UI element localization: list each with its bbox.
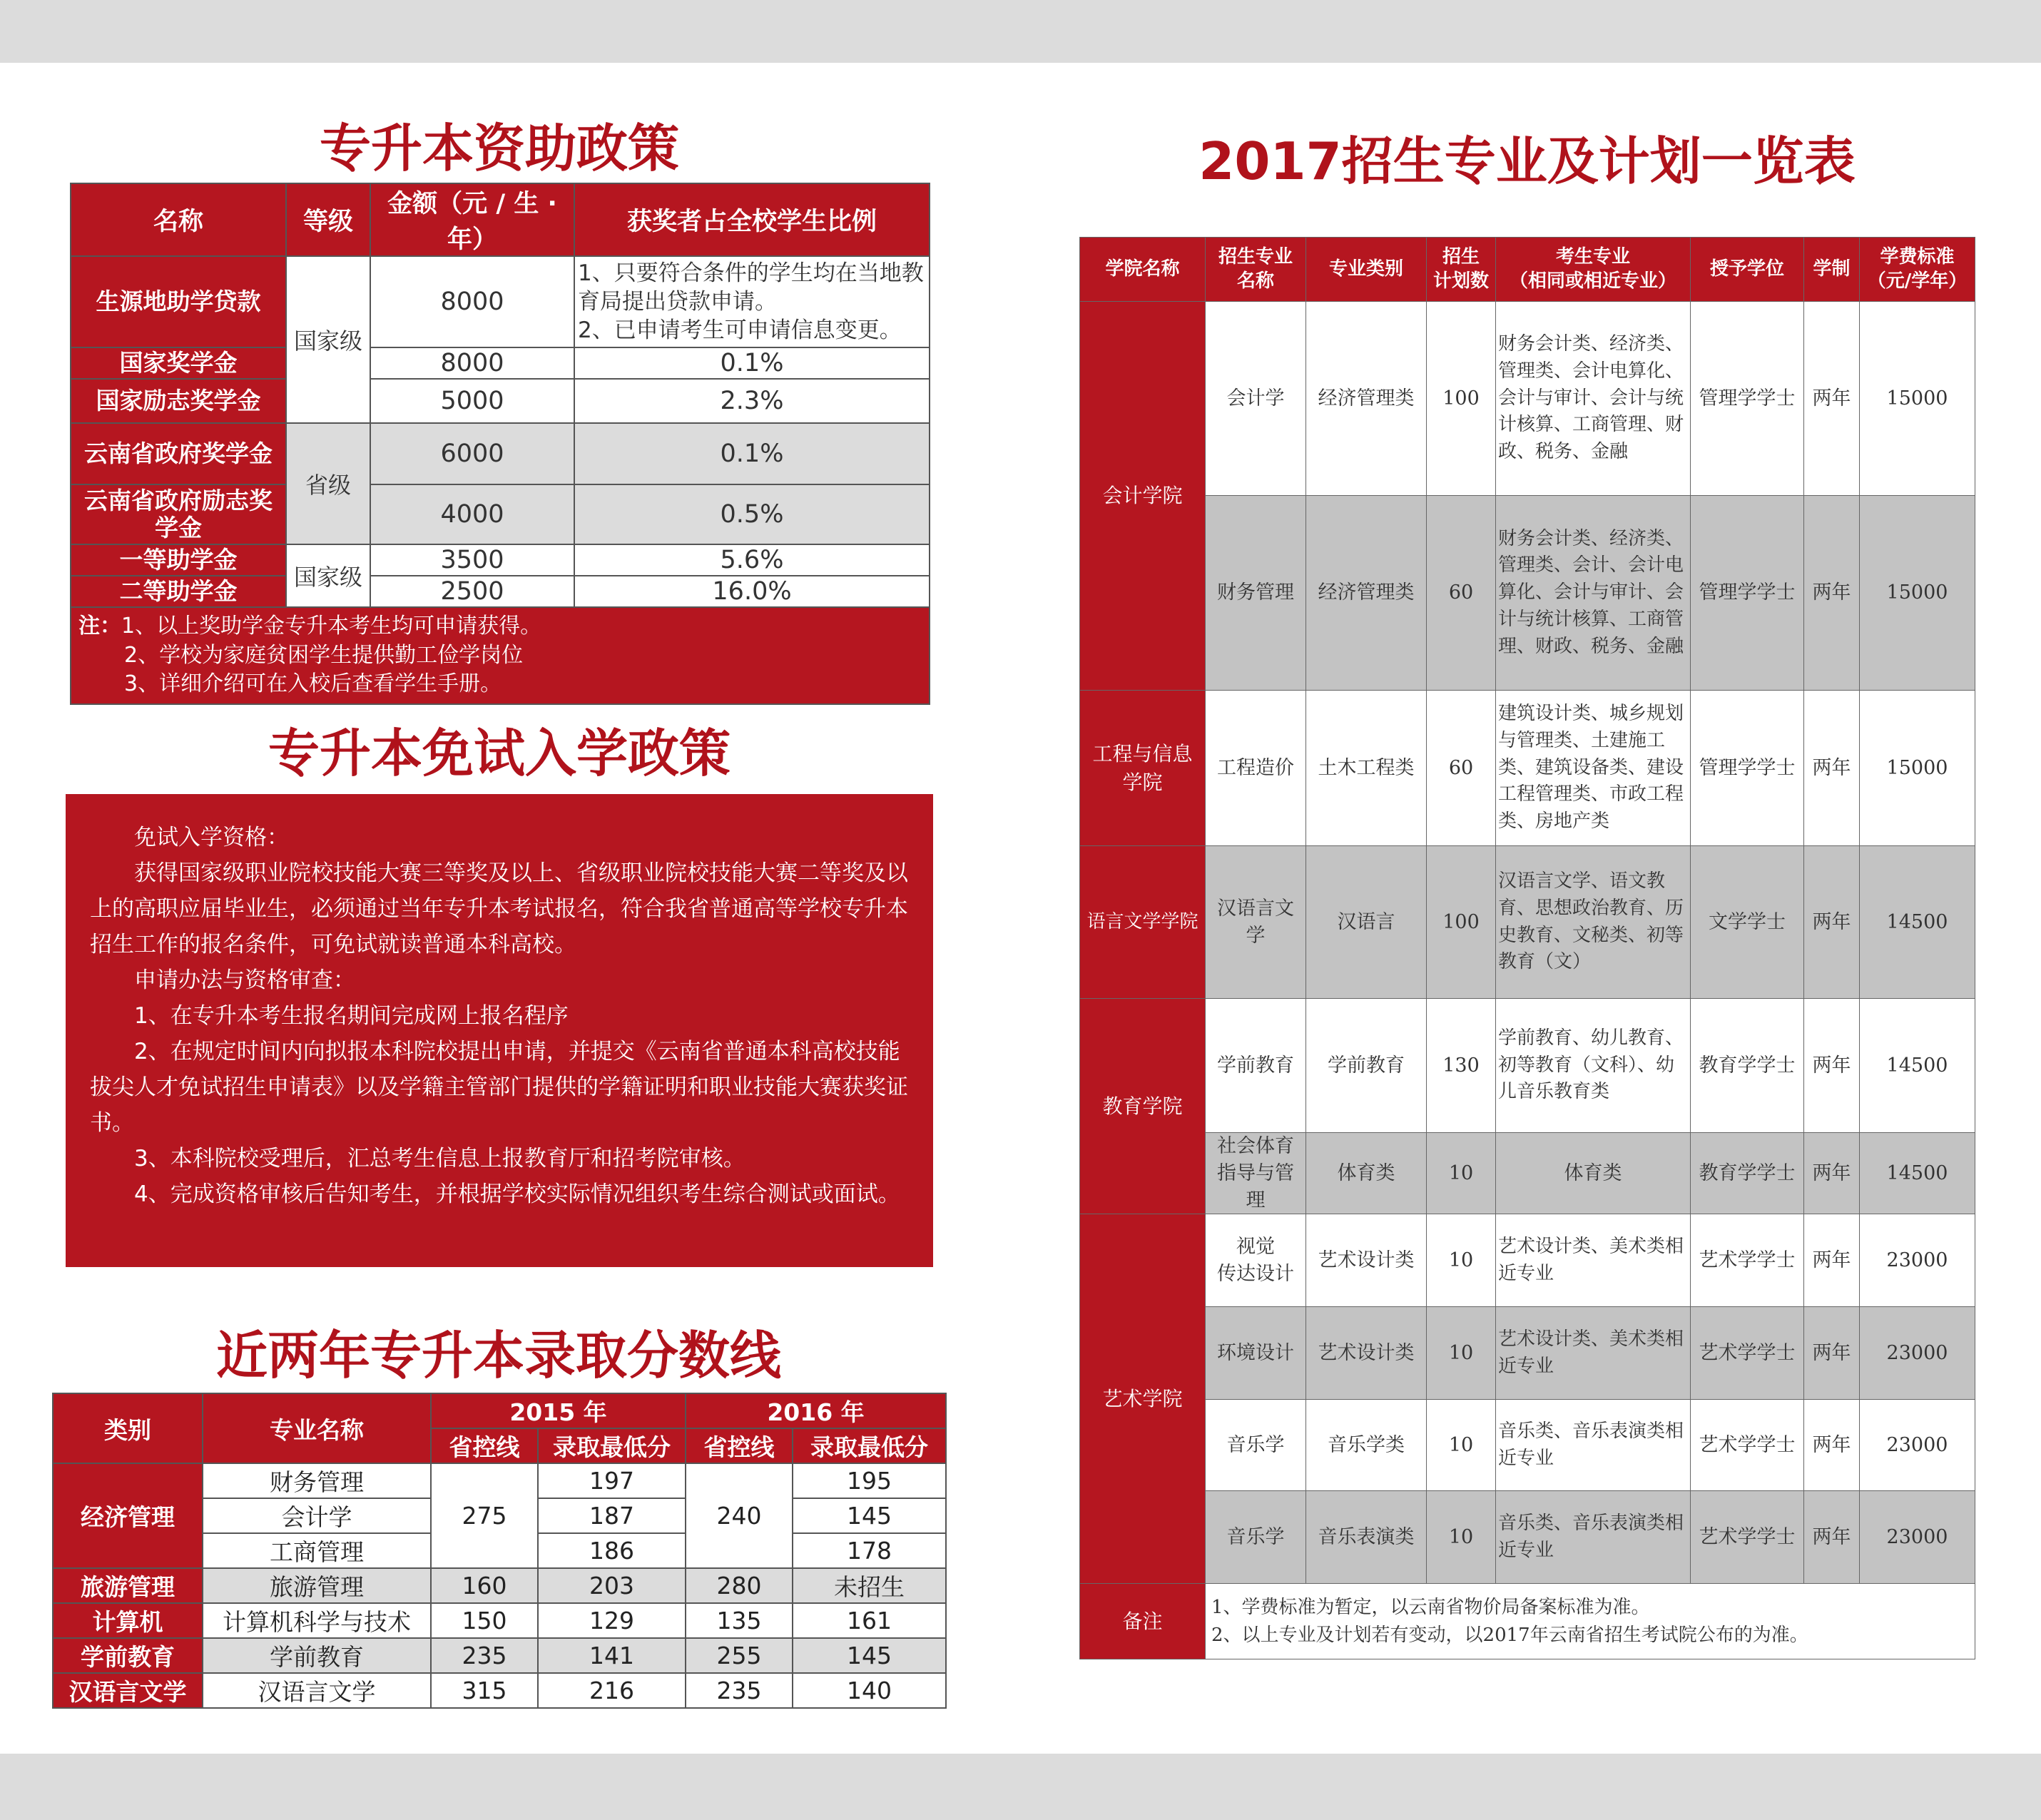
score-min-2016: 195 (793, 1463, 946, 1498)
score-header-category: 类别 (53, 1393, 203, 1463)
plan-header-college: 学院名称 (1080, 238, 1206, 302)
plan-category: 体育类 (1306, 1133, 1427, 1214)
exempt-title: 专升本免试入学政策 (268, 723, 731, 783)
aid-name: 一等助学金 (71, 544, 286, 576)
exempt-para: 免试入学资格： (134, 825, 289, 850)
score-category: 旅游管理 (53, 1568, 203, 1603)
plan-degree: 教育学学士 (1691, 999, 1804, 1133)
score-row (53, 1568, 946, 1603)
score-line-2016: 235 (686, 1673, 793, 1708)
plan-count: 10 (1427, 1214, 1496, 1307)
plan-row (1080, 1133, 1975, 1214)
score-line-2015: 160 (431, 1568, 538, 1603)
aid-table (70, 183, 930, 705)
plan-requirement: 汉语言文学、语文教育、思想政治教育、历史教育、文秘类、初等教育（文） (1496, 846, 1691, 999)
plan-fee: 14500 (1860, 1133, 1975, 1214)
score-min-2016: 145 (793, 1498, 946, 1533)
plan-degree: 管理学学士 (1691, 691, 1804, 846)
score-min-2016: 145 (793, 1638, 946, 1673)
plan-header-years: 学制 (1804, 238, 1860, 302)
aid-row (71, 576, 930, 607)
aid-note-3: 3、详细介绍可在入校后查看学生手册。 (124, 671, 502, 696)
score-min-2015: 197 (538, 1463, 686, 1498)
plan-remark-label: 备注 (1080, 1584, 1206, 1659)
exempt-para: 1、在专升本考生报名期间完成网上报名程序 (134, 1003, 569, 1029)
plan-college: 教育学院 (1080, 999, 1206, 1214)
plan-major: 音乐学 (1206, 1400, 1306, 1491)
score-line-2015: 315 (431, 1673, 538, 1708)
plan-count: 10 (1427, 1307, 1496, 1400)
plan-row (1080, 302, 1975, 496)
aid-amount: 6000 (370, 423, 574, 484)
plan-row (1080, 496, 1975, 691)
plan-years: 两年 (1804, 1400, 1860, 1491)
aid-notes (71, 607, 930, 704)
score-line-2015: 235 (431, 1638, 538, 1673)
score-major: 学前教育 (203, 1638, 431, 1673)
score-row (53, 1673, 946, 1708)
plan-category: 音乐学类 (1306, 1400, 1427, 1491)
plan-row (1080, 1491, 1975, 1584)
plan-college: 艺术学院 (1080, 1214, 1206, 1584)
score-min-2015: 186 (538, 1533, 686, 1568)
aid-amount: 8000 (370, 256, 574, 347)
plan-requirement: 音乐类、音乐表演类相近专业 (1496, 1491, 1691, 1584)
aid-amount: 3500 (370, 544, 574, 576)
plan-degree: 艺术学学士 (1691, 1307, 1804, 1400)
aid-header-amount: 金额（元 / 生 · 年） (370, 183, 574, 256)
aid-title: 专升本资助政策 (319, 118, 679, 178)
score-line-2016: 240 (686, 1463, 793, 1568)
score-header-2015: 2015 年 (431, 1393, 686, 1428)
score-line-2016: 135 (686, 1603, 793, 1638)
aid-ratio: 0.1% (574, 347, 930, 379)
plan-degree: 艺术学学士 (1691, 1491, 1804, 1584)
plan-requirement: 财务会计类、经济类、管理类、会计电算化、会计与审计、会计与统计核算、工商管理、财政、税务、金融 (1496, 302, 1691, 496)
plan-requirement: 建筑设计类、城乡规划与管理类、土建施工类、建筑设备类、建设工程管理类、市政工程类、房地产类 (1496, 691, 1691, 846)
aid-row (71, 544, 930, 576)
score-category: 汉语言文学 (53, 1673, 203, 1708)
aid-name: 云南省政府奖学金 (71, 423, 286, 484)
aid-name: 国家励志奖学金 (71, 379, 286, 423)
plan-major: 视觉 传达设计 (1206, 1214, 1306, 1307)
score-row (53, 1638, 946, 1673)
plan-years: 两年 (1804, 999, 1860, 1133)
score-min-2015: 203 (538, 1568, 686, 1603)
aid-row (71, 347, 930, 379)
plan-years: 两年 (1804, 691, 1860, 846)
plan-major: 工程造价 (1206, 691, 1306, 846)
plan-years: 两年 (1804, 1133, 1860, 1214)
aid-header-name: 名称 (71, 183, 286, 256)
plan-degree: 管理学学士 (1691, 302, 1804, 496)
plan-header-category: 专业类别 (1306, 238, 1427, 302)
plan-years: 两年 (1804, 302, 1860, 496)
plan-header-count: 招生 计划数 (1427, 238, 1496, 302)
plan-fee: 15000 (1860, 496, 1975, 691)
plan-table (1079, 237, 1975, 1659)
plan-major: 社会体育指导与管理 (1206, 1133, 1306, 1214)
plan-years: 两年 (1804, 1214, 1860, 1307)
plan-row (1080, 691, 1975, 846)
aid-row (71, 379, 930, 423)
plan-fee: 23000 (1860, 1491, 1975, 1584)
plan-category: 土木工程类 (1306, 691, 1427, 846)
score-table (52, 1393, 947, 1709)
aid-level: 国家级 (286, 544, 370, 607)
aid-header-ratio: 获奖者占全校学生比例 (574, 183, 930, 256)
plan-major: 学前教育 (1206, 999, 1306, 1133)
score-min-2016: 未招生 (793, 1568, 946, 1603)
plan-years: 两年 (1804, 1491, 1860, 1584)
exempt-para: 获得国家级职业院校技能大赛三等奖及以上、省级职业院校技能大赛二等奖及以上的高职应届毕业生，必须通过当年专升本考试报名，符合我省普通高等学校专升本招生工作的报名条件，可免试就读普通本科高校。 (90, 860, 908, 957)
plan-row (1080, 1214, 1975, 1307)
plan-remark-1: 1、学费标准为暂定，以云南省物价局备案标准为准。 (1211, 1596, 1650, 1618)
exempt-para: 申请办法与资格审查： (134, 967, 355, 993)
aid-level: 国家级 (286, 256, 370, 423)
plan-years: 两年 (1804, 496, 1860, 691)
score-min-2016: 161 (793, 1603, 946, 1638)
plan-category: 经济管理类 (1306, 496, 1427, 691)
plan-degree: 文学学士 (1691, 846, 1804, 999)
aid-ratio: 0.5% (574, 484, 930, 544)
score-major: 汉语言文学 (203, 1673, 431, 1708)
score-min-2015: 141 (538, 1638, 686, 1673)
score-header-min-2016: 录取最低分 (793, 1428, 946, 1463)
score-major: 工商管理 (203, 1533, 431, 1568)
plan-row (1080, 846, 1975, 999)
score-header-min-2015: 录取最低分 (538, 1428, 686, 1463)
plan-count: 10 (1427, 1133, 1496, 1214)
score-line-2015: 150 (431, 1603, 538, 1638)
plan-header-requirement: 考生专业 （相同或相近专业） (1496, 238, 1691, 302)
plan-category: 音乐表演类 (1306, 1491, 1427, 1584)
score-major: 财务管理 (203, 1463, 431, 1498)
aid-row (71, 484, 930, 544)
plan-years: 两年 (1804, 1307, 1860, 1400)
aid-ratio: 16.0% (574, 576, 930, 607)
aid-ratio: 1、只要符合条件的学生均在当地教育局提出贷款申请。 2、已申请考生可申请信息变更。 (574, 256, 930, 347)
plan-count: 60 (1427, 691, 1496, 846)
plan-remark-2: 2、以上专业及计划若有变动，以2017年云南省招生考试院公布的为准。 (1211, 1624, 1808, 1646)
plan-degree: 教育学学士 (1691, 1133, 1804, 1214)
exempt-para: 2、在规定时间内向拟报本科院校提出申请，并提交《云南省普通本科高校技能拔尖人才免试招生申请表》以及学籍主管部门提供的学籍证明和职业技能大赛获奖证书。 (90, 1039, 908, 1136)
top-band (0, 0, 2041, 63)
plan-college: 语言文学学院 (1080, 846, 1206, 999)
plan-major: 会计学 (1206, 302, 1306, 496)
aid-note-2: 2、学校为家庭贫困学生提供勤工俭学岗位 (124, 642, 524, 668)
score-title: 近两年专升本录取分数线 (215, 1326, 781, 1386)
plan-category: 经济管理类 (1306, 302, 1427, 496)
aid-note-1: 1、以上奖助学金专升本考生均可申请获得。 (121, 614, 542, 639)
aid-ratio: 0.1% (574, 423, 930, 484)
score-min-2016: 140 (793, 1673, 946, 1708)
plan-header-major: 招生专业 名称 (1206, 238, 1306, 302)
aid-row (71, 256, 930, 347)
plan-category: 学前教育 (1306, 999, 1427, 1133)
plan-header-degree: 授予学位 (1691, 238, 1804, 302)
score-major: 计算机科学与技术 (203, 1603, 431, 1638)
aid-note-label: 注： (78, 614, 121, 639)
plan-fee: 14500 (1860, 999, 1975, 1133)
plan-degree: 管理学学士 (1691, 496, 1804, 691)
aid-name: 国家奖学金 (71, 347, 286, 379)
aid-amount: 2500 (370, 576, 574, 607)
aid-ratio: 2.3% (574, 379, 930, 423)
plan-count: 10 (1427, 1400, 1496, 1491)
plan-degree: 艺术学学士 (1691, 1400, 1804, 1491)
plan-category: 艺术设计类 (1306, 1214, 1427, 1307)
score-category: 经济管理 (53, 1463, 203, 1568)
plan-college: 会计学院 (1080, 302, 1206, 691)
plan-count: 100 (1427, 846, 1496, 999)
plan-requirement: 财务会计类、经济类、管理类、会计、会计电算化、会计与审计、会计与统计核算、工商管理、财政、税务、金融 (1496, 496, 1691, 691)
aid-amount: 5000 (370, 379, 574, 423)
score-min-2016: 178 (793, 1533, 946, 1568)
plan-major: 音乐学 (1206, 1491, 1306, 1584)
plan-category: 汉语言 (1306, 846, 1427, 999)
plan-degree: 艺术学学士 (1691, 1214, 1804, 1307)
aid-name: 二等助学金 (71, 576, 286, 607)
aid-amount: 4000 (370, 484, 574, 544)
plan-fee: 15000 (1860, 691, 1975, 846)
aid-name: 云南省政府励志奖学金 (71, 484, 286, 544)
plan-fee: 23000 (1860, 1400, 1975, 1491)
plan-years: 两年 (1804, 846, 1860, 999)
plan-requirement: 音乐类、音乐表演类相近专业 (1496, 1400, 1691, 1491)
plan-fee: 15000 (1860, 302, 1975, 496)
score-header-line-2015: 省控线 (431, 1428, 538, 1463)
plan-fee: 23000 (1860, 1214, 1975, 1307)
bottom-band (0, 1754, 2041, 1820)
plan-requirement: 艺术设计类、美术类相近专业 (1496, 1307, 1691, 1400)
plan-count: 60 (1427, 496, 1496, 691)
plan-title: 2017招生专业及计划一览表 (1198, 131, 1856, 191)
score-category: 计算机 (53, 1603, 203, 1638)
score-line-2016: 280 (686, 1568, 793, 1603)
plan-requirement: 体育类 (1496, 1133, 1691, 1214)
plan-row (1080, 999, 1975, 1133)
aid-amount: 8000 (370, 347, 574, 379)
exempt-box (66, 794, 933, 1267)
score-header-line-2016: 省控线 (686, 1428, 793, 1463)
aid-name: 生源地助学贷款 (71, 256, 286, 347)
plan-requirement: 艺术设计类、美术类相近专业 (1496, 1214, 1691, 1307)
plan-count: 100 (1427, 302, 1496, 496)
plan-requirement: 学前教育、幼儿教育、初等教育（文科）、幼儿音乐教育类 (1496, 999, 1691, 1133)
plan-row (1080, 1307, 1975, 1400)
plan-college: 工程与信息 学院 (1080, 691, 1206, 846)
plan-count: 130 (1427, 999, 1496, 1133)
score-line-2015: 275 (431, 1463, 538, 1568)
plan-fee: 23000 (1860, 1307, 1975, 1400)
score-major: 旅游管理 (203, 1568, 431, 1603)
score-min-2015: 216 (538, 1673, 686, 1708)
score-row (53, 1463, 946, 1498)
score-major: 会计学 (203, 1498, 431, 1533)
plan-category: 艺术设计类 (1306, 1307, 1427, 1400)
score-header-major: 专业名称 (203, 1393, 431, 1463)
plan-major: 汉语言文学 (1206, 846, 1306, 999)
aid-level: 省级 (286, 423, 370, 544)
plan-major: 环境设计 (1206, 1307, 1306, 1400)
score-header-2016: 2016 年 (686, 1393, 946, 1428)
plan-fee: 14500 (1860, 846, 1975, 999)
aid-header-level: 等级 (286, 183, 370, 256)
plan-header-fee: 学费标准 （元/学年） (1860, 238, 1975, 302)
plan-count: 10 (1427, 1491, 1496, 1584)
score-min-2015: 187 (538, 1498, 686, 1533)
score-category: 学前教育 (53, 1638, 203, 1673)
exempt-para: 3、本科院校受理后，汇总考生信息上报教育厅和招考院审核。 (134, 1146, 745, 1171)
exempt-para: 4、完成资格审核后告知考生，并根据学校实际情况组织考生综合测试或面试。 (134, 1181, 900, 1207)
plan-remarks (1206, 1584, 1975, 1659)
score-min-2015: 129 (538, 1603, 686, 1638)
aid-ratio: 5.6% (574, 544, 930, 576)
score-line-2016: 255 (686, 1638, 793, 1673)
aid-row (71, 423, 930, 484)
score-row (53, 1603, 946, 1638)
plan-row (1080, 1400, 1975, 1491)
plan-major: 财务管理 (1206, 496, 1306, 691)
